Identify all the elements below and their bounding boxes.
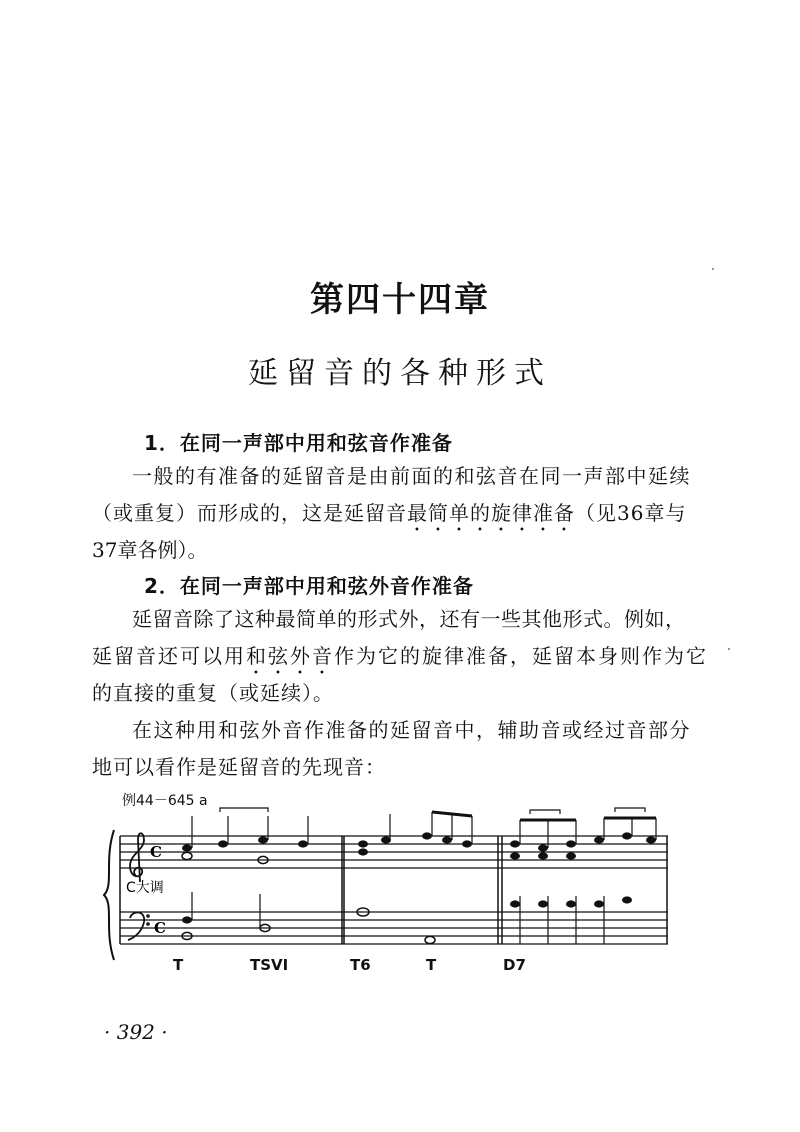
emphasized-text: 最简单的旋律准备 — [407, 501, 575, 525]
harmony-label: D7 — [503, 956, 526, 974]
line-text: 的直接的重复（或延续）。 — [92, 681, 334, 705]
section-2-heading: 2．在同一声部中用和弦外音作准备 — [144, 574, 474, 598]
scan-speck — [712, 268, 714, 270]
harmony-label: TSVI — [250, 956, 289, 974]
treble-clef — [130, 833, 144, 882]
bass-staff — [120, 912, 668, 944]
scan-speck — [728, 648, 730, 650]
section-2-para-2-line-1: 在这种用和弦外音作准备的延留音中，辅助音或经过音部分 — [132, 718, 691, 742]
section-2-para-2-line-2: 地可以看作是延留音的先现音： — [92, 755, 386, 779]
harmony-label: T — [426, 956, 437, 974]
example-label: 例44－645 a — [122, 793, 208, 809]
emphasized-text: 和弦外音 — [246, 644, 334, 668]
section-2-line-2 — [92, 640, 708, 679]
line-text: （见36章与 — [575, 501, 687, 525]
harmony-label: T — [173, 956, 184, 974]
line-text: 延留音除了这种最简单的形式外，还有一些其他形式。例如， — [132, 607, 686, 631]
section-1-heading: 1．在同一声部中用和弦音作准备 — [144, 431, 453, 455]
chapter-subtitle: 延留音的各种形式 — [248, 356, 552, 391]
key-label: C大调 — [126, 880, 164, 896]
chapter-title: 第四十四章 — [310, 280, 490, 320]
line-text: （或重复）而形成的，这是延留音 — [92, 501, 407, 525]
staff-brace — [104, 830, 114, 960]
line-text: 作为它的旋律准备，延留本身则作为它 — [334, 644, 708, 668]
time-signature: C — [154, 919, 166, 937]
section-1-line-3 — [92, 534, 207, 563]
section-2-line-1 — [132, 603, 686, 632]
music-score — [100, 800, 690, 990]
line-text: 一般的有准备的延留音是由前面的和弦音在同一声部中延续 — [132, 464, 691, 488]
section-1-line-2 — [92, 497, 686, 536]
line-text: 延留音还可以用 — [92, 644, 246, 668]
section-1-line-1 — [132, 460, 691, 489]
section-2-line-3 — [92, 677, 334, 706]
treble-staff — [120, 836, 668, 868]
page-number: · 392 · — [104, 1020, 168, 1044]
line-text: 37章各例）。 — [92, 538, 208, 562]
time-signature: C — [150, 843, 162, 861]
harmony-label: T6 — [350, 956, 371, 974]
